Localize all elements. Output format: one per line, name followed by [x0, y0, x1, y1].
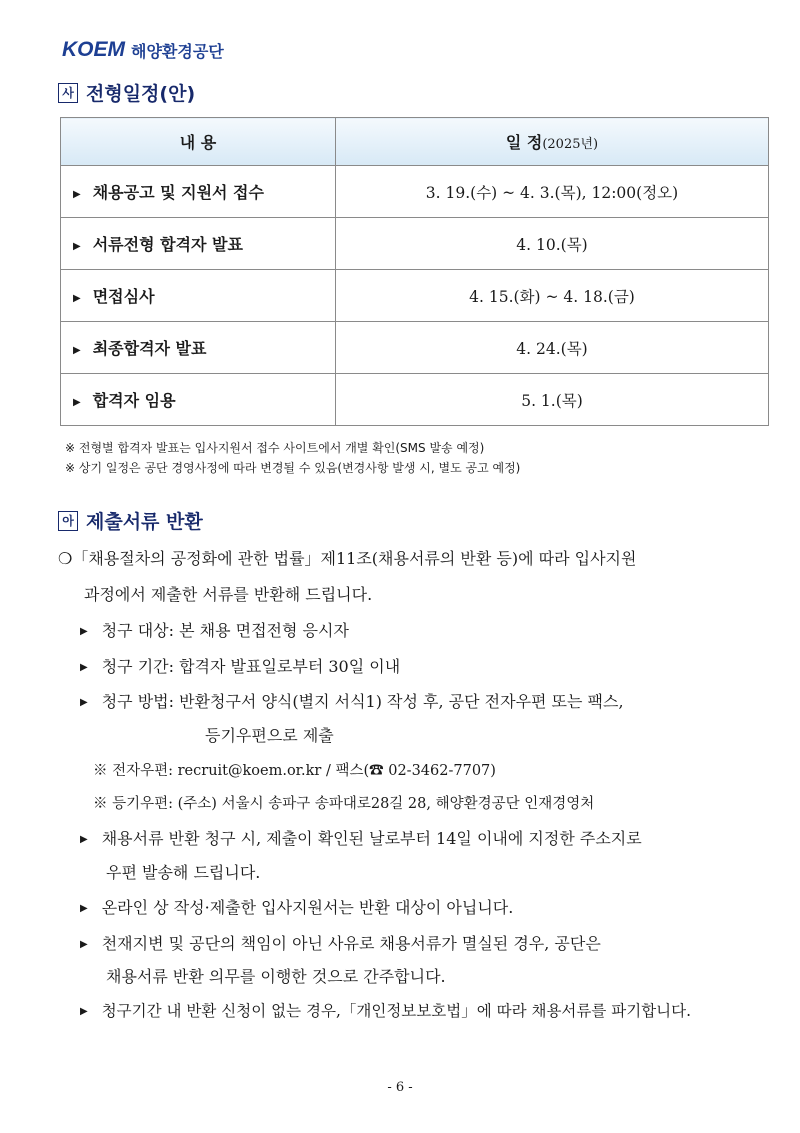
bullet-item-continuation: 채용서류 반환 의무를 이행한 것으로 간주합니다. [106, 967, 446, 986]
koem-logo [62, 38, 224, 62]
section-icon: 아 [58, 511, 78, 531]
triangle-bullet-icon: ▶ [80, 697, 88, 708]
logo-text: 해양환경공단 [131, 41, 224, 61]
triangle-bullet-icon: ▶ [73, 189, 81, 200]
col-header-year: (2025년) [542, 137, 599, 152]
section-title-documents [58, 507, 203, 534]
table-row [61, 166, 769, 218]
table-row [61, 270, 769, 322]
triangle-bullet-icon: ▶ [80, 939, 88, 950]
reference-email-fax: ※ 전자우편: recruit@koem.or.kr / 팩스(☎ 02-3462-7707) [93, 763, 496, 779]
schedule-date: 4. 24.(목) [336, 322, 769, 374]
triangle-bullet-icon: ▶ [80, 834, 88, 845]
section-heading: 제출서류 반환 [86, 511, 203, 533]
bullet-item-continuation: 등기우편으로 제출 [205, 726, 334, 745]
table-row [61, 322, 769, 374]
triangle-bullet-icon: ▶ [73, 345, 81, 356]
schedule-date: 4. 10.(목) [336, 218, 769, 270]
triangle-bullet-icon: ▶ [73, 241, 81, 252]
table-header-row [61, 118, 769, 166]
schedule-notes [65, 438, 520, 478]
bullet-item: ▶ 청구 방법: 반환청구서 양식(별지 서식1) 작성 후, 공단 전자우편 또는 팩스, [80, 692, 624, 711]
schedule-item: 합격자 임용 [92, 391, 176, 410]
schedule-item: 서류전형 합격자 발표 [92, 235, 243, 254]
schedule-item: 면접심사 [92, 287, 155, 306]
section-heading: 전형일정(안) [86, 83, 196, 105]
table-row [61, 218, 769, 270]
note-line: ※ 전형별 합격자 발표는 입사지원서 접수 사이트에서 개별 확인(SMS 발송 예정) [65, 441, 485, 455]
bullet-item: ▶ 채용서류 반환 청구 시, 제출이 확인된 날로부터 14일 이내에 지정한 주소지로 [80, 829, 642, 848]
logo-mark: KOEM [62, 38, 125, 61]
triangle-bullet-icon: ▶ [73, 397, 81, 408]
schedule-table [60, 117, 769, 426]
bullet-item: ▶ 온라인 상 작성·제출한 입사지원서는 반환 대상이 아닙니다. [80, 898, 514, 917]
triangle-bullet-icon: ▶ [80, 662, 88, 673]
schedule-date: 5. 1.(목) [336, 374, 769, 426]
triangle-bullet-icon: ▶ [80, 1006, 88, 1017]
triangle-bullet-icon: ▶ [73, 293, 81, 304]
col-header-schedule: 일 정(2025년) [336, 118, 769, 166]
col-header-content: 내 용 [61, 118, 336, 166]
bullet-item: ▶ 천재지변 및 공단의 책임이 아닌 사유로 채용서류가 멸실된 경우, 공단은 [80, 934, 601, 953]
reference-mail: ※ 등기우편: (주소) 서울시 송파구 송파대로28길 28, 해양환경공단 인재경영처 [93, 796, 595, 812]
note-line: ※ 상기 일정은 공단 경영사정에 따라 변경될 수 있음(변경사항 발생 시, 별도 공고 예정) [65, 461, 521, 475]
table-row [61, 374, 769, 426]
bullet-item: ▶ 청구기간 내 반환 신청이 없는 경우,「개인정보보호법」에 따라 채용서류를 파기합니다. [80, 1002, 692, 1020]
triangle-bullet-icon: ▶ [80, 626, 88, 637]
section-icon: 사 [58, 83, 78, 103]
intro-line: ❍「채용절차의 공정화에 관한 법률」제11조(채용서류의 반환 등)에 따라 입사지원 [58, 549, 637, 568]
schedule-date: 4. 15.(화) ~ 4. 18.(금) [336, 270, 769, 322]
bullet-item-continuation: 우편 발송해 드립니다. [106, 863, 261, 882]
schedule-item: 채용공고 및 지원서 접수 [92, 183, 264, 202]
bullet-item: ▶ 청구 대상: 본 채용 면접전형 응시자 [80, 621, 349, 640]
bullet-item: ▶ 청구 기간: 합격자 발표일로부터 30일 이내 [80, 657, 401, 676]
schedule-item: 최종합격자 발표 [92, 339, 207, 358]
section-title-schedule [58, 79, 195, 106]
intro-line: 과정에서 제출한 서류를 반환해 드립니다. [84, 585, 373, 604]
triangle-bullet-icon: ▶ [80, 903, 88, 914]
schedule-date: 3. 19.(수) ~ 4. 3.(목), 12:00(정오) [336, 166, 769, 218]
page-number: - 6 - [387, 1080, 413, 1095]
